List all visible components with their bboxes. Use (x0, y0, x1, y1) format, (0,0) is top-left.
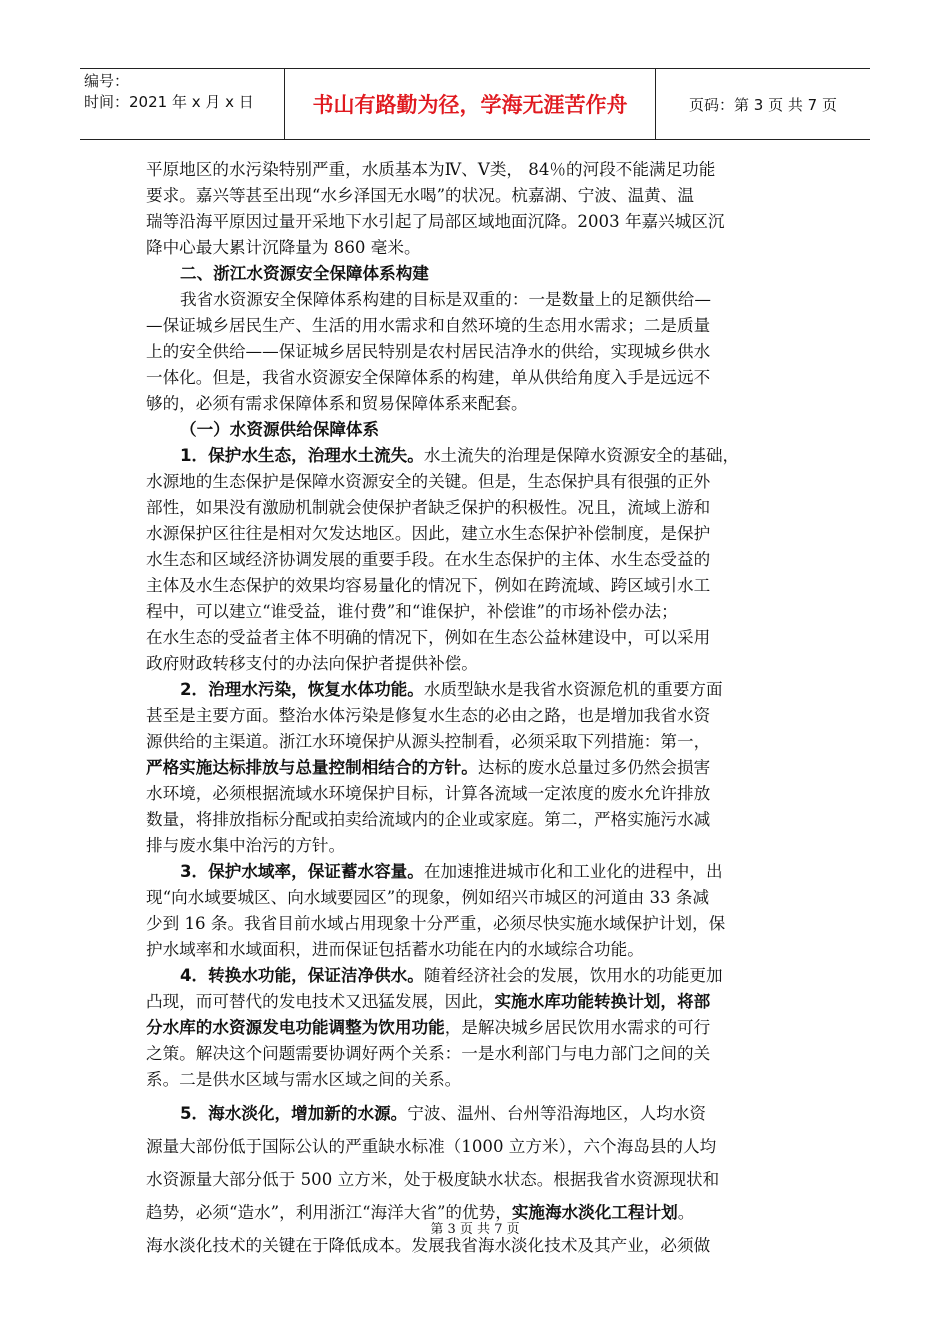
emphasis-text: 实施水库功能转换计划，将部 (494, 992, 711, 1011)
text-line: 降中心最大累计沉降量为 860 毫米。 (146, 238, 421, 257)
text-line: 水生态和区域经济协调发展的重要手段。在水生态保护的主体、水生态受益的 (146, 550, 711, 569)
text-line: 在水生态的受益者主体不明确的情况下，例如在生态公益林建设中，可以采用 (146, 628, 711, 647)
text-line: 水资源量大部分低于 500 立方米，处于极度缺水状态。根据我省水资源现状和 (146, 1170, 720, 1189)
text-line: 甚至是主要方面。整治水体污染是修复水生态的必由之路，也是增加我省水资 (146, 706, 711, 725)
date-label: 时间：2021 年 x 月 x 日 (84, 93, 254, 111)
text-line: 护水域率和水域面积，进而保证包括蓄水功能在内的水域综合功能。 (146, 940, 644, 959)
text-line: 够的，必须有需求保障体系和贸易保障体系来配套。 (146, 394, 528, 413)
text-line: 主体及水生态保护的效果均容易量化的情况下，例如在跨流域、跨区域引水工 (146, 576, 711, 595)
text-line: 数量，将排放指标分配或拍卖给流域内的企业或家庭。第二，严格实施污水减 (146, 810, 711, 829)
text-line: 部性，如果没有激励机制就会使保护者缺乏保护的积极性。况且，流域上游和 (146, 498, 711, 517)
document-body (146, 157, 822, 1262)
text-line: 要求。嘉兴等甚至出现“水乡泽国无水喝”的状况。杭嘉湖、宁波、温黄、温 (146, 186, 694, 205)
header-motto: 书山有路勤为径，学海无涯苦作舟 (285, 69, 656, 139)
page-footer: 第 3 页 共 7 页 (430, 1222, 520, 1237)
text-line: 1．保护水生态，治理水土流失。 水土流失的治理是保障水资源安全的基础， (146, 443, 822, 469)
text-line: —保证城乡居民生产、生活的用水需求和自然环境的生态用水需求；二是质量 (146, 316, 711, 335)
subsection-heading: （一）水资源供给保障体系 (180, 420, 380, 439)
text-line: 排与废水集中治污的方针。 (146, 836, 346, 855)
text-line: 平原地区的水污染特别严重，水质基本为Ⅳ、Ⅴ类， 84％的河段不能满足功能 (146, 160, 716, 179)
text-line: 海水淡化技术的关键在于降低成本。发展我省海水淡化技术及其产业，必须做 (146, 1236, 711, 1255)
header-info (80, 69, 285, 139)
text-line: 上的安全供给——保证城乡居民特别是农村居民洁净水的供给，实现城乡供水 (146, 342, 711, 361)
text-line: 瑞等沿海平原因过量开采地下水引起了局部区域地面沉降。2003 年嘉兴城区沉 (146, 212, 725, 231)
item-title: 3．保护水域率，保证蓄水容量。 (180, 862, 424, 881)
text-line: 程中，可以建立“谁受益，谁付费”和“谁保护，补偿谁”的市场补偿办法； (146, 602, 678, 621)
text-line: 源量大部份低于国际公认的严重缺水标准（1000 立方米），六个海岛县的人均 (146, 1137, 717, 1156)
header-page-number: 页码：第 3 页 共 7 页 (689, 95, 837, 114)
text-line: 少到 16 条。我省目前水域占用现象十分严重，必须尽快实施水域保护计划，保 (146, 914, 726, 933)
emphasis-text: 严格实施达标排放与总量控制相结合的方针。 (146, 758, 478, 777)
page-header (80, 68, 870, 140)
section-heading: 二、浙江水资源安全保障体系构建 (180, 264, 429, 283)
text-line: 水源保护区往往是相对欠发达地区。因此，建立水生态保护补偿制度，是保护 (146, 524, 711, 543)
text-line: 水源地的生态保护是保障水资源安全的关键。但是，生态保护具有很强的正外 (146, 472, 711, 491)
item-title: 1．保护水生态，治理水土流失。 (180, 446, 424, 465)
item-title: 4．转换水功能，保证洁净供水。 (180, 966, 424, 985)
text-line: 源供给的主渠道。浙江水环境保护从源头控制看，必须采取下列措施：第一， (146, 732, 711, 751)
text-line: 政府财政转移支付的办法向保护者提供补偿。 (146, 654, 478, 673)
document-number-label: 编号： (84, 72, 130, 90)
text-line: 凸现，而可替代的发电技术又迅猛发展，因此， 实施水库功能转换计划，将部 (146, 989, 822, 1015)
item-title: 2．治理水污染，恢复水体功能。 (180, 680, 424, 699)
text-line: 3．保护水域率，保证蓄水容量。 在加速推进城市化和工业化的进程中，出 (146, 859, 822, 885)
text-line: 2．治理水污染，恢复水体功能。 水质型缺水是我省水资源危机的重要方面 (146, 677, 822, 703)
text-line: 一体化。但是，我省水资源安全保障体系的构建，单从供给角度入手是远远不 (146, 368, 711, 387)
text-line: 之策。解决这个问题需要协调好两个关系：一是水利部门与电力部门之间的关 (146, 1044, 711, 1063)
text-line: 分水库的水资源发电功能调整为饮用功能 ，是解决城乡居民饮用水需求的可行 (146, 1015, 822, 1041)
emphasis-text: 实施海水淡化工程计划 (511, 1203, 678, 1222)
text-line: 严格实施达标排放与总量控制相结合的方针。 达标的废水总量过多仍然会损害 (146, 755, 822, 781)
text-line: 5．海水淡化，增加新的水源。 宁波、温州、台州等沿海地区，人均水资 (146, 1097, 822, 1130)
text-line: 水环境，必须根据流域水环境保护目标，计算各流域一定浓度的废水允许排放 (146, 784, 711, 803)
text-line: 系。二是供水区域与需水区域之间的关系。 (146, 1070, 462, 1089)
text-line: 现“向水域要城区、向水域要园区”的现象，例如绍兴市城区的河道由 33 条减 (146, 888, 710, 907)
text-line: 趋势，必须“造水”，利用浙江“海洋大省”的优势， 实施海水淡化工程计划 。 (146, 1196, 822, 1229)
emphasis-text: 分水库的水资源发电功能调整为饮用功能 (146, 1018, 445, 1037)
text-line: 我省水资源安全保障体系构建的目标是双重的：一是数量上的足额供给— (180, 290, 711, 309)
item-title: 5．海水淡化，增加新的水源。 (180, 1104, 408, 1123)
text-line: 4．转换水功能，保证洁净供水。 随着经济社会的发展，饮用水的功能更加 (146, 963, 822, 989)
